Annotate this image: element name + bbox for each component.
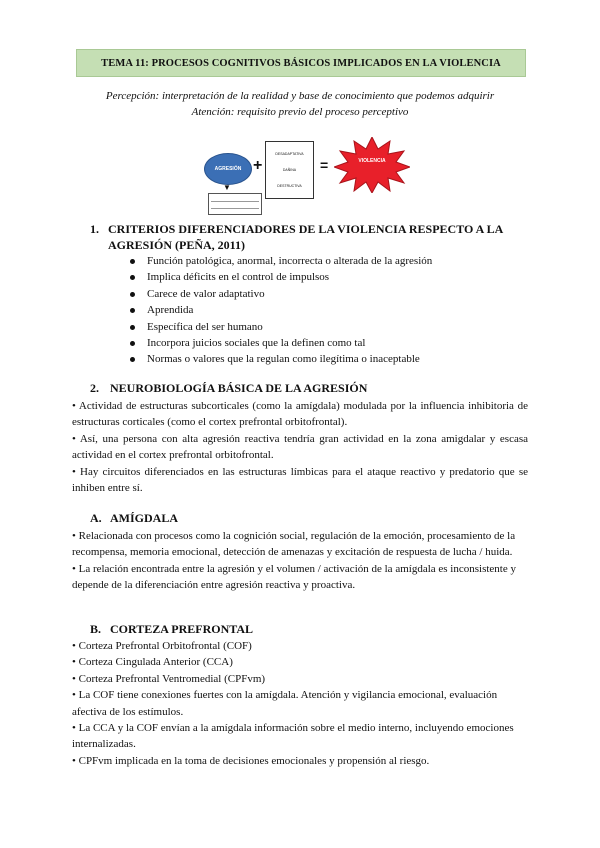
agresion-oval: AGRESIÓN bbox=[204, 153, 252, 185]
down-arrow-icon: ▼ bbox=[223, 183, 231, 192]
qualifier-3: DESTRUCTIVA bbox=[277, 184, 302, 188]
paragraph: • La CCA y la COF envían a la amígdala información sobre el medio interno, incluyendo emociones internalizadas. bbox=[72, 722, 514, 751]
section-b-number: B. bbox=[90, 622, 102, 636]
section-a-body bbox=[72, 528, 528, 594]
section-1-heading bbox=[90, 221, 530, 253]
paragraph: • Corteza Prefrontal Ventromedial (CPFvm) bbox=[72, 672, 266, 685]
paragraph: • Corteza Prefrontal Orbitofrontal (COF) bbox=[72, 640, 252, 652]
paragraph: • Hay circuitos diferenciados en las estructuras límbicas para el ataque reactivo y predatorio que se inhiben entre sí. bbox=[72, 465, 528, 495]
list-item: Incorpora juicios sociales que la definen como tal bbox=[130, 335, 432, 351]
section-a-heading-text: AMÍGDALA bbox=[110, 511, 178, 525]
violencia-burst-icon bbox=[334, 137, 410, 193]
list-item: Específica del ser humano bbox=[130, 319, 432, 335]
paragraph: • La COF tiene conexiones fuertes con la amígdala. Atención y vigilancia emocional, evaluación afectiva de los estímulos. bbox=[72, 689, 498, 718]
page-title-text: TEMA 11: PROCESOS COGNITIVOS BÁSICOS IMPLICADOS EN LA VIOLENCIA bbox=[101, 57, 501, 69]
criteria-list bbox=[130, 253, 432, 368]
subtitle-perception: Percepción: interpretación de la realidad y base de conocimiento que podemos adquirir bbox=[105, 90, 495, 102]
section-1-number: 1. bbox=[90, 222, 99, 236]
paragraph: • Actividad de estructuras subcorticales (como la amígdala) modulada por la influencia inhibitoria de estructuras corticales (como el cortex prefrontal orbitofrontal). bbox=[72, 400, 528, 429]
section-b-body bbox=[72, 638, 528, 769]
paragraph: • CPFvm implicada en la toma de decisiones emocionales y propensión al riesgo. bbox=[72, 754, 430, 767]
section-b-heading bbox=[90, 622, 253, 637]
paragraph: • Así, una persona con alta agresión reactiva tendría gran actividad en la zona amigdalar y escasa actividad en el cortex prefrontal orbitofrontal. bbox=[72, 432, 528, 462]
qualifier-2: DAÑINA bbox=[282, 168, 297, 172]
section-2-body bbox=[72, 398, 528, 496]
list-item: Implica déficits en el control de impulsos bbox=[130, 269, 432, 285]
section-b-heading-text: CORTEZA PREFRONTAL bbox=[110, 622, 254, 636]
section-2-heading bbox=[90, 381, 367, 396]
section-1-heading-line2: AGRESIÓN (PEÑA, 2011) bbox=[108, 238, 246, 252]
note-box bbox=[208, 193, 262, 215]
list-item: Aprendida bbox=[130, 302, 432, 318]
equals-sign: = bbox=[320, 157, 329, 173]
list-item: Carece de valor adaptativo bbox=[130, 286, 432, 302]
section-2-heading-text: NEUROBIOLOGÍA BÁSICA DE LA AGRESIÓN bbox=[110, 381, 368, 395]
subtitle-attention: Atención: requisito previo del proceso perceptivo bbox=[191, 106, 409, 118]
paragraph: • La relación encontrada entre la agresión y el volumen / activación de la amígdala es inconsistente y depende de la diferenciación entre agresión reactiva y proactiva. bbox=[72, 562, 516, 592]
page-title bbox=[76, 49, 526, 77]
paragraph: • Corteza Cingulada Anterior (CCA) bbox=[72, 656, 233, 669]
section-a-number: A. bbox=[90, 511, 102, 525]
section-a-heading bbox=[90, 511, 178, 526]
paragraph: • Relacionada con procesos como la cognición social, regulación de la emoción, procesamiento de la recompensa, memoria emocional, detección de amenazas y excitación de respuesta de lucha / huida. bbox=[72, 530, 516, 559]
violencia-label: VIOLENCIA bbox=[358, 158, 386, 164]
section-2-number: 2. bbox=[90, 381, 99, 395]
plus-sign: + bbox=[253, 157, 263, 174]
list-item: Normas o valores que la regulan como ilegítima o inaceptable bbox=[130, 351, 432, 367]
violence-diagram bbox=[204, 137, 408, 221]
list-item: Función patológica, anormal, incorrecta o alterada de la agresión bbox=[130, 253, 432, 269]
qualifiers-box bbox=[265, 141, 314, 199]
qualifier-1: DESADAPTATIVA bbox=[275, 152, 304, 156]
section-1-heading-line1: CRITERIOS DIFERENCIADORES DE LA VIOLENCIA RESPECTO A LA bbox=[108, 222, 504, 236]
